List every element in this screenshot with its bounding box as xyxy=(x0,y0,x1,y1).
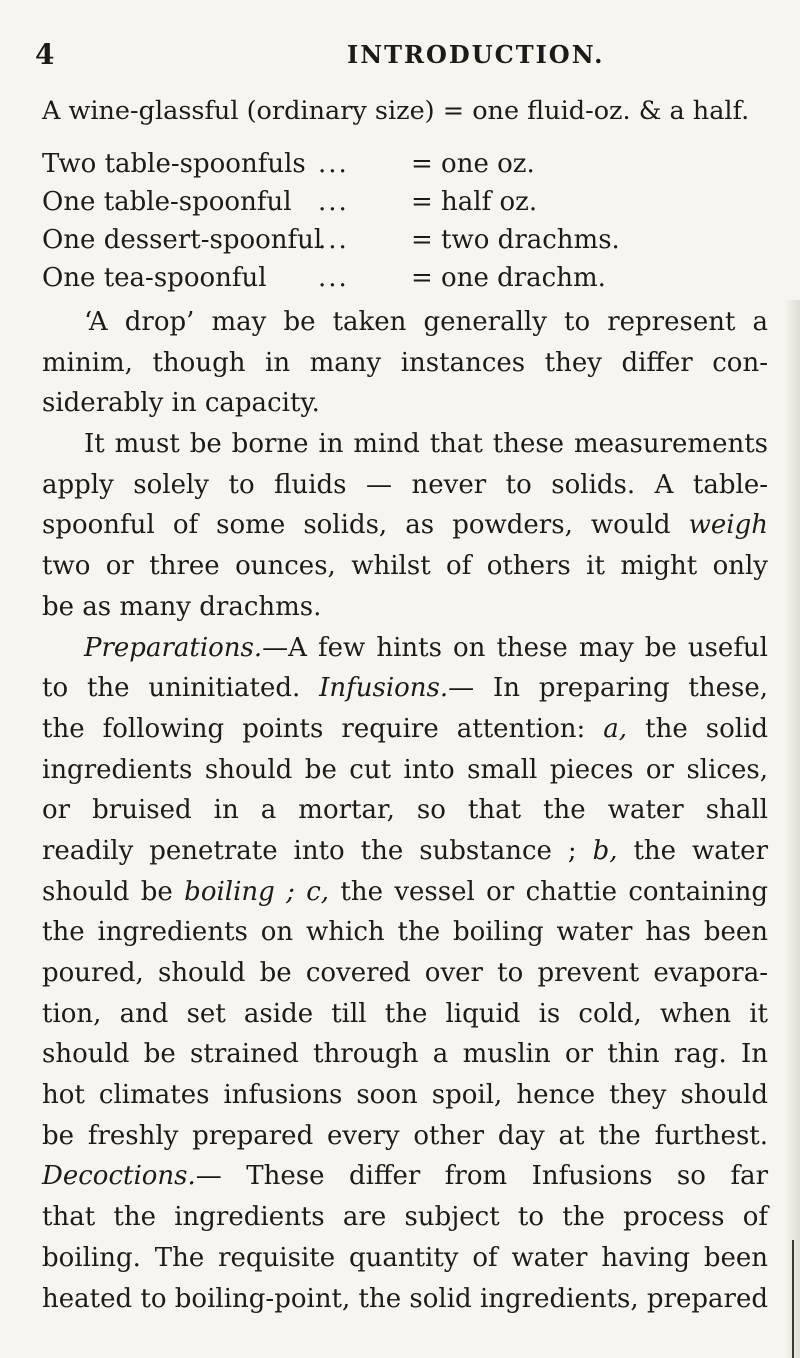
text-line: two or three ounces, whilst of others it might only xyxy=(42,551,768,582)
page-edge-shadow xyxy=(784,300,800,1358)
text-fragment: the vessel or chattie containing xyxy=(340,876,768,907)
text-fragment: —A few hints on these may be useful xyxy=(262,632,768,663)
list-letter-b: b, xyxy=(592,835,618,866)
text-line: or bruised in a mortar, so that the water shall xyxy=(42,795,768,826)
text-fragment: readily penetrate into the substance ; xyxy=(42,835,577,866)
measure-dots: ... xyxy=(318,225,349,255)
text-line: heated to boiling-point, the solid ingredients, prepared xyxy=(42,1283,768,1314)
text-line: apply solely to fluids — never to solids. A table- xyxy=(42,469,768,500)
text-line: boiling. The requisite quantity of water having been xyxy=(42,1242,768,1273)
body-text xyxy=(42,302,768,1319)
text-line xyxy=(42,1156,768,1197)
text-line: hot climates infusions soon spoil, hence they should xyxy=(42,1080,768,1111)
measure-name: Two table-spoonfuls xyxy=(42,149,306,179)
text-line xyxy=(42,505,768,546)
wine-glass-measure: A wine-glassful (ordinary size) = one fluid-oz. & a half. xyxy=(42,96,750,126)
list-letter-c: c, xyxy=(306,876,330,907)
text-fragment: to the uninitiated. xyxy=(42,673,301,704)
list-letter-a: a, xyxy=(603,713,628,744)
page-number: 4 xyxy=(35,38,56,71)
measure-value: = one drachm. xyxy=(411,263,606,293)
text-line: ingredients should be cut into small pieces or slices, xyxy=(42,754,768,785)
text-line xyxy=(42,628,768,669)
text-line xyxy=(42,668,768,709)
text-line: should be strained through a muslin or thin rag. In xyxy=(42,1039,768,1070)
text-fragment: the solid xyxy=(645,713,769,744)
measure-dots: ... xyxy=(318,149,349,179)
text-line: minim, though in many instances they differ con- xyxy=(42,347,768,378)
page-edge-line xyxy=(792,1240,794,1358)
section-heading-preparations: Preparations. xyxy=(84,632,263,663)
text-line: that the ingredients are subject to the process of xyxy=(42,1202,768,1233)
text-fragment: spoonful of some solids, as powders, would xyxy=(42,510,671,541)
text-line: the ingredients on which the boiling water has been xyxy=(42,917,768,948)
emphasis-boiling: boiling ; xyxy=(184,876,295,907)
text-line: be freshly prepared every other day at the furthest. xyxy=(42,1120,768,1151)
measure-value: = two drachms. xyxy=(411,225,620,255)
section-heading-infusions: Infusions. xyxy=(319,673,449,704)
text-line xyxy=(42,709,768,750)
measure-name: One dessert-spoonful xyxy=(42,225,323,255)
measure-dots: ... xyxy=(318,263,349,293)
text-line xyxy=(42,872,768,913)
measure-dots: ... xyxy=(318,187,349,217)
text-fragment: — These differ from Infusions so far xyxy=(195,1161,768,1192)
measure-name: One tea-spoonful xyxy=(42,263,267,293)
text-line: poured, should be covered over to prevent evapora- xyxy=(42,958,768,988)
text-line: tion, and set aside till the liquid is cold, when it xyxy=(42,998,768,1029)
text-fragment: the water xyxy=(633,835,769,866)
text-fragment: should be xyxy=(42,876,173,907)
measure-value: = one oz. xyxy=(411,149,535,179)
text-fragment: — In preparing these, xyxy=(448,673,769,704)
measure-name: One table-spoonful xyxy=(42,187,292,217)
text-line: It must be borne in mind that these measurements xyxy=(84,429,768,460)
running-head: INTRODUCTION. xyxy=(347,40,605,69)
text-line: be as many drachms. xyxy=(42,591,322,622)
text-line: ‘A drop’ may be taken generally to represent a xyxy=(84,307,768,337)
page-header xyxy=(35,38,735,78)
section-heading-decoctions: Decoctions. xyxy=(42,1161,196,1192)
text-line: siderably in capacity. xyxy=(42,388,320,419)
emphasis-weigh: weigh xyxy=(688,510,768,541)
text-line xyxy=(42,831,768,872)
measure-value: = half oz. xyxy=(411,187,538,217)
text-fragment: the following points require attention: xyxy=(42,713,586,744)
